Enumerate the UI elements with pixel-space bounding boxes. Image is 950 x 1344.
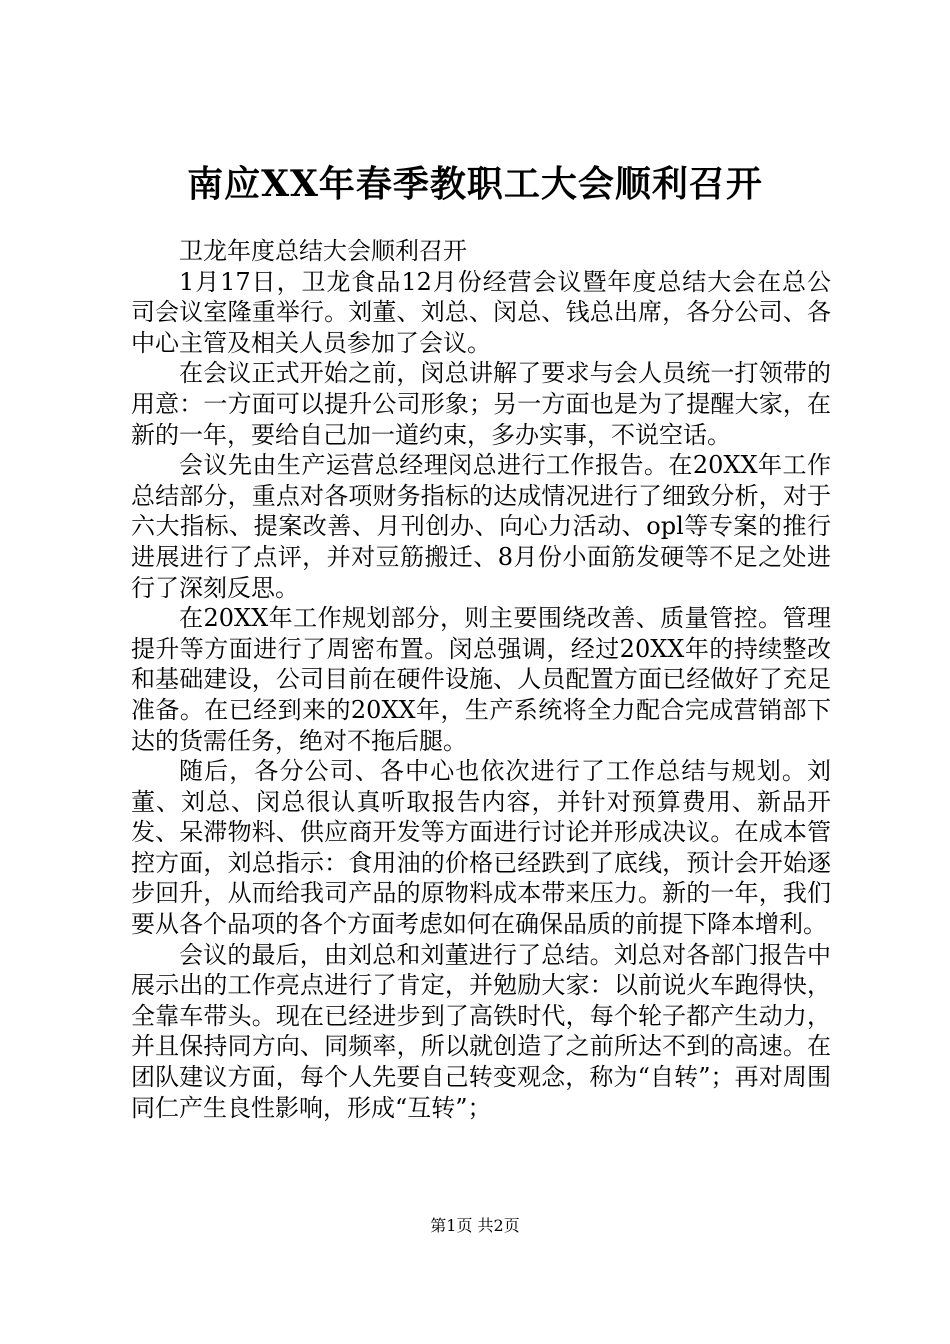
paragraph-3: 会议先由生产运营总经理闵总进行工作报告。在20XX年工作总结部分，重点对各项财务指标的达成情况进行了细致分析，对于六大指标、提案改善、月刊创办、向心力活动、opl等专案的推行进展进行了点评，并对豆筋搬迁、8月份小面筋发硬等不足之处进行了深刻反思。 xyxy=(131,451,831,602)
paragraph-2: 在会议正式开始之前，闵总讲解了要求与会人员统一打领带的用意：一方面可以提升公司形象；另一方面也是为了提醒大家，在新的一年，要给自己加一道约束，多办实事，不说空话。 xyxy=(131,359,831,449)
document-title: 南应XX年春季教职工大会顺利召开 xyxy=(187,163,763,205)
paragraph-1: 1月17日，卫龙食品12月份经营会议暨年度总结大会在总公司会议室隆重举行。刘董、刘总、闵总、钱总出席，各分公司、各中心主管及相关人员参加了会议。 xyxy=(131,267,831,357)
paragraph-subtitle: 卫龙年度总结大会顺利召开 xyxy=(179,237,467,265)
paragraph-5: 随后，各分公司、各中心也依次进行了工作总结与规划。刘董、刘总、闵总很认真听取报告内容，并针对预算费用、新品开发、呆滞物料、供应商开发等方面进行讨论并形成决议。在成本管控方面，刘总指示：食用油的价格已经跌到了底线，预计会开始逐步回升，从而给我司产品的原物料成本带来压力。新的一年，我们要从各个品项的各个方面考虑如何在确保品质的前提下降本增利。 xyxy=(131,757,831,939)
paragraph-6: 会议的最后，由刘总和刘董进行了总结。刘总对各部门报告中展示出的工作亮点进行了肯定，并勉励大家：以前说火车跑得快，全靠车带头。现在已经进步到了高铁时代，每个轮子都产生动力，并且保持同方向、同频率，所以就创造了之前所达不到的高速。在团队建议方面，每个人先要自己转变观念，称为“自转”；再对周围同仁产生良性影响，形成“互转”； xyxy=(131,940,831,1122)
paragraph-4: 在20XX年工作规划部分，则主要围绕改善、质量管控。管理提升等方面进行了周密布置。闵总强调，经过20XX年的持续整改和基础建设，公司目前在硬件设施、人员配置方面已经做好了充足准备。在已经到来的20XX年，生产系统将全力配合完成营销部下达的货需任务，绝对不拖后腿。 xyxy=(131,604,831,755)
page-number-footer: 第1页 共2页 xyxy=(430,1216,520,1235)
document-body xyxy=(131,236,831,1123)
